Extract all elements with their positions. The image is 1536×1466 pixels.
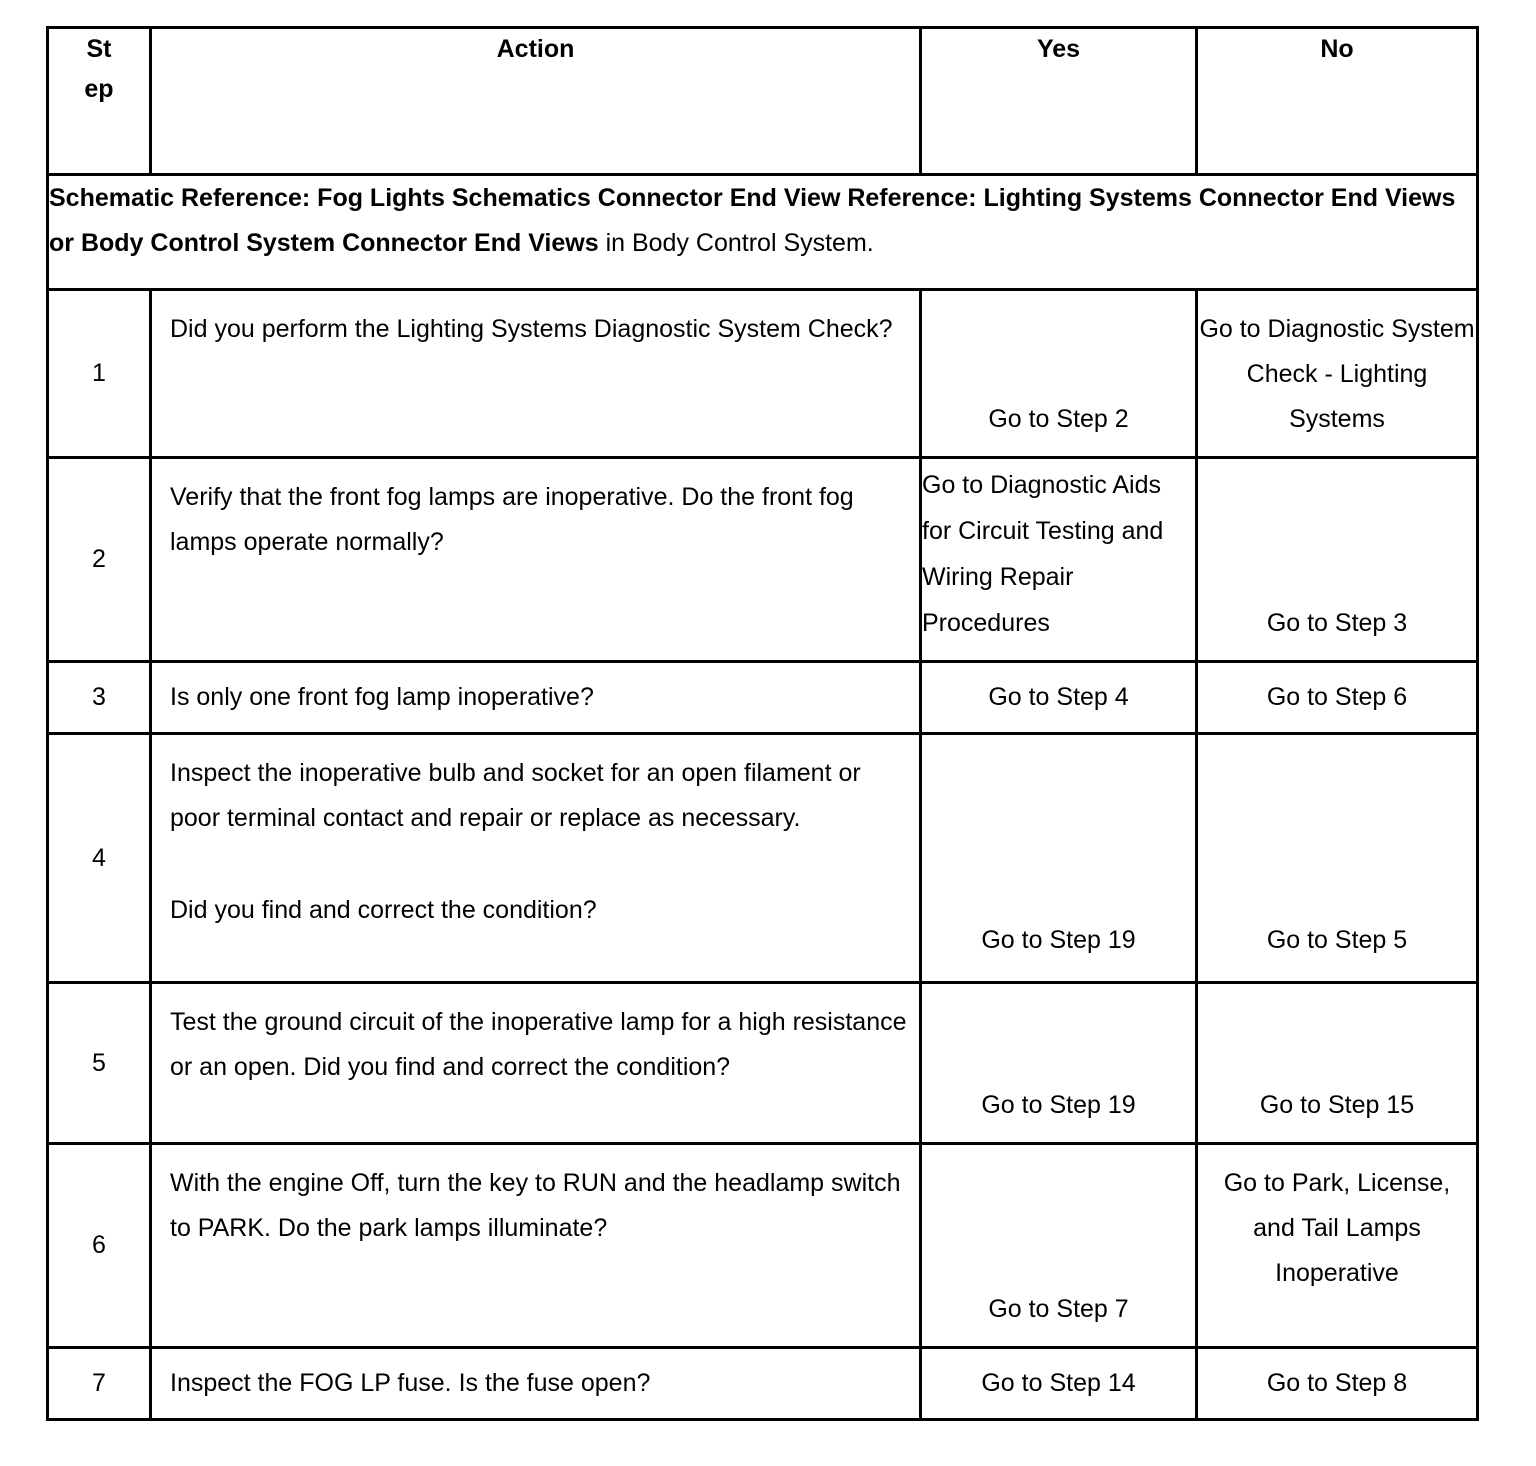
table-row — [48, 734, 1478, 983]
header-row — [48, 28, 1478, 175]
action-text: Is only one front fog lamp inoperative? — [151, 662, 921, 734]
header-action: Action — [151, 28, 921, 175]
no-result: Go to Step 8 — [1197, 1348, 1478, 1420]
yes-result: Go to Step 2 — [921, 290, 1197, 458]
no-result: Go to Step 5 — [1197, 734, 1478, 983]
yes-result — [921, 458, 1197, 662]
table-row — [48, 662, 1478, 734]
no-result: Go to Step 15 — [1197, 983, 1478, 1144]
header-step — [48, 28, 151, 175]
no-result: Go to Park, License, and Tail Lamps Inoperative — [1197, 1144, 1478, 1348]
action-text: Verify that the front fog lamps are inoperative. Do the front fog lamps operate normally? — [151, 458, 921, 662]
no-result: Go to Step 3 — [1197, 458, 1478, 662]
step-number: 6 — [48, 1144, 151, 1348]
no-result: Go to Step 6 — [1197, 662, 1478, 734]
step-number: 2 — [48, 458, 151, 662]
header-step-line2: ep — [84, 75, 114, 103]
diagnostic-table — [46, 26, 1479, 1421]
yes-result-text: Go to Diagnostic Aids for Circuit Testing and Wiring Repair Procedures — [922, 471, 1164, 637]
yes-result: Go to Step 19 — [921, 983, 1197, 1144]
table-row — [48, 983, 1478, 1144]
step-number: 5 — [48, 983, 151, 1144]
reference-row — [48, 175, 1478, 290]
table-row — [48, 1144, 1478, 1348]
table-row — [48, 290, 1478, 458]
reference-cell — [48, 175, 1478, 290]
action-text: Inspect the FOG LP fuse. Is the fuse open? — [151, 1348, 921, 1420]
reference-bold-text: Schematic Reference: Fog Lights Schematics Connector End View Reference: Lighting Systems Connector End Views or Body Control System Connector End Views — [49, 184, 1456, 257]
action-text: Did you perform the Lighting Systems Diagnostic System Check? — [151, 290, 921, 458]
action-question: Did you find and correct the condition? — [170, 896, 597, 924]
no-result: Go to Diagnostic System Check - Lighting Systems — [1197, 290, 1478, 458]
action-text: Test the ground circuit of the inoperative lamp for a high resistance or an open. Did you find and correct the condition? — [151, 983, 921, 1144]
table-row — [48, 1348, 1478, 1420]
yes-result: Go to Step 7 — [921, 1144, 1197, 1348]
step-number: 1 — [48, 290, 151, 458]
yes-result: Go to Step 19 — [921, 734, 1197, 983]
action-text: With the engine Off, turn the key to RUN and the headlamp switch to PARK. Do the park lamps illuminate? — [151, 1144, 921, 1348]
table-row — [48, 458, 1478, 662]
reference-normal-text: in Body Control System. — [598, 229, 874, 257]
header-yes: Yes — [921, 28, 1197, 175]
yes-result: Go to Step 14 — [921, 1348, 1197, 1420]
step-number: 4 — [48, 734, 151, 983]
step-number: 3 — [48, 662, 151, 734]
header-step-line1: St — [86, 35, 112, 63]
action-cell — [151, 734, 921, 983]
yes-result: Go to Step 4 — [921, 662, 1197, 734]
header-no: No — [1197, 28, 1478, 175]
step-number: 7 — [48, 1348, 151, 1420]
action-text: Inspect the inoperative bulb and socket for an open filament or poor terminal contact and repair or replace as necessary. — [170, 759, 861, 832]
